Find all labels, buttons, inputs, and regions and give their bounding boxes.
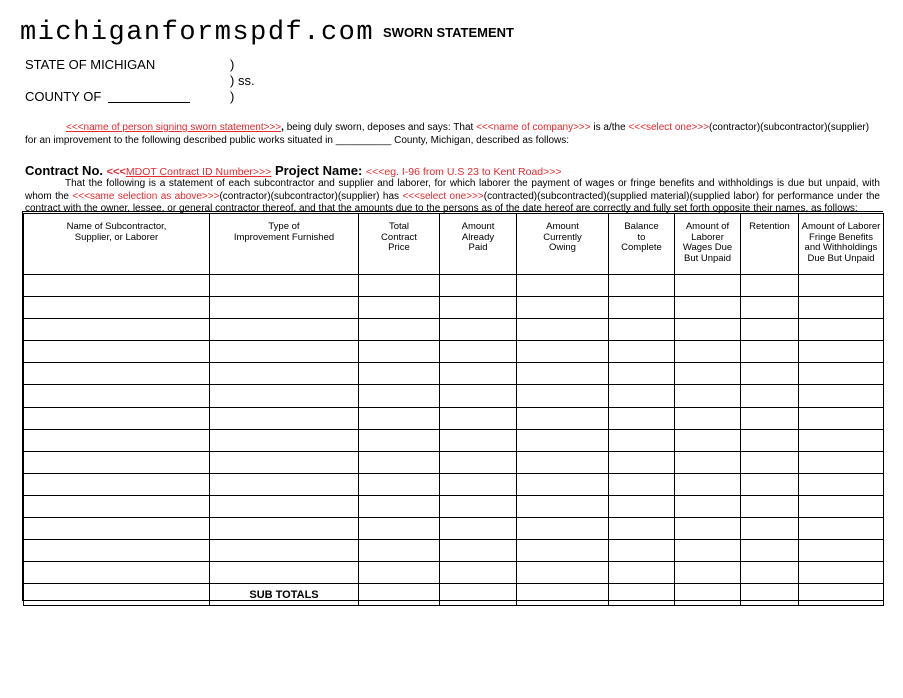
table-cell[interactable]	[24, 518, 210, 540]
column-header: Amount Currently Owing	[517, 214, 609, 275]
column-header: Amount Already Paid	[440, 214, 517, 275]
table-cell[interactable]	[24, 319, 210, 341]
ss-label: ) ss.	[230, 73, 255, 88]
table-cell[interactable]	[517, 473, 609, 495]
table-cell[interactable]	[210, 319, 359, 341]
column-header: Amount of Laborer Fringe Benefits and Withholdings Due But Unpaid	[799, 214, 884, 275]
table-cell[interactable]	[24, 363, 210, 385]
same-selection-field[interactable]: <<<same selection as above>>>	[72, 190, 220, 202]
table-cell[interactable]	[210, 363, 359, 385]
table-cell[interactable]	[440, 495, 517, 517]
table-cell[interactable]	[799, 341, 884, 363]
table-cell[interactable]	[210, 540, 359, 562]
table-cell[interactable]	[517, 429, 609, 451]
table-cell[interactable]	[440, 562, 517, 584]
table-cell[interactable]	[799, 473, 884, 495]
subtotal-cell[interactable]	[517, 584, 609, 606]
table-cell[interactable]	[24, 341, 210, 363]
table-cell[interactable]	[359, 363, 440, 385]
table-cell[interactable]	[210, 297, 359, 319]
county-label: COUNTY OF	[25, 89, 102, 104]
table-cell[interactable]	[675, 319, 741, 341]
table-header-row	[24, 214, 884, 275]
statement-text: (contractor)(subcontractor)(supplier) has	[219, 190, 403, 202]
table-cell[interactable]	[741, 540, 799, 562]
table-cell[interactable]	[609, 297, 675, 319]
table-cell[interactable]	[359, 473, 440, 495]
column-header: Name of Subcontractor, Supplier, or Laborer	[24, 214, 210, 275]
table-cell[interactable]	[440, 518, 517, 540]
contract-id-field[interactable]: MDOT Contract ID Number>>>	[125, 166, 272, 178]
table-cell[interactable]	[210, 518, 359, 540]
subtotal-cell	[24, 584, 210, 606]
county-line	[25, 89, 190, 104]
column-header: Balance to Complete	[609, 214, 675, 275]
table-cell[interactable]	[359, 540, 440, 562]
table-row	[24, 540, 884, 562]
table-cell[interactable]	[359, 451, 440, 473]
table-cell[interactable]	[359, 319, 440, 341]
table-row	[24, 275, 884, 297]
contract-no-label: Contract No.	[25, 163, 103, 178]
table-row	[24, 363, 884, 385]
table-cell[interactable]	[517, 495, 609, 517]
table-cell[interactable]	[609, 407, 675, 429]
sworn-statement-table	[23, 213, 884, 606]
table-cell[interactable]	[517, 518, 609, 540]
table-cell[interactable]	[517, 363, 609, 385]
table-cell[interactable]	[210, 275, 359, 297]
role-options-text: (contractor)(subcontractor)(supplier)	[709, 122, 870, 133]
affidavit-line-1	[66, 122, 869, 133]
column-header: Amount of Laborer Wages Due But Unpaid	[675, 214, 741, 275]
affidavit-line-2: for an improvement to the following described public works situated in __________ County, Michigan, described as follows:	[25, 135, 570, 146]
subtotal-label: SUB TOTALS	[210, 584, 359, 606]
table-cell[interactable]	[799, 407, 884, 429]
table-cell[interactable]	[609, 540, 675, 562]
table-cell[interactable]	[24, 451, 210, 473]
table-cell[interactable]	[675, 518, 741, 540]
table-cell[interactable]	[24, 275, 210, 297]
table-cell[interactable]	[741, 275, 799, 297]
table-cell[interactable]	[609, 363, 675, 385]
table-cell[interactable]	[609, 562, 675, 584]
table-cell[interactable]	[741, 385, 799, 407]
table-cell[interactable]	[675, 495, 741, 517]
table-row	[24, 407, 884, 429]
table-cell[interactable]	[359, 429, 440, 451]
state-label: STATE OF MICHIGAN	[25, 57, 156, 72]
table-cell[interactable]	[24, 562, 210, 584]
table-cell[interactable]	[440, 385, 517, 407]
affidavit-text: is a/the	[590, 122, 629, 133]
table-row	[24, 385, 884, 407]
table-cell[interactable]	[799, 518, 884, 540]
table-cell[interactable]	[741, 495, 799, 517]
paren: )	[230, 57, 235, 72]
table-cell[interactable]	[799, 495, 884, 517]
person-name-field[interactable]: <<<name of person signing sworn statement>>>	[66, 122, 282, 133]
table-cell[interactable]	[440, 407, 517, 429]
table-cell[interactable]	[24, 407, 210, 429]
table-cell[interactable]	[440, 473, 517, 495]
table-cell[interactable]	[741, 297, 799, 319]
statement-text: (contracted)(subcontracted)(supplied material)(supplied labor) for performance under the contract with the owner, lessee, or general contractor thereof, and that the amounts due to the persons as of the date hereof are correctly and fully set forth opposite their names, as follows:	[25, 190, 880, 214]
table-cell[interactable]	[517, 341, 609, 363]
subtotal-cell[interactable]	[359, 584, 440, 606]
table-cell[interactable]	[440, 275, 517, 297]
table-cell[interactable]	[609, 429, 675, 451]
subtotal-cell[interactable]	[675, 584, 741, 606]
site-watermark: michiganformspdf.com	[20, 18, 375, 48]
table-cell[interactable]	[210, 451, 359, 473]
table-row	[24, 495, 884, 517]
column-header: Retention	[741, 214, 799, 275]
table-cell[interactable]	[210, 429, 359, 451]
table-row	[24, 341, 884, 363]
subtotal-row	[24, 584, 884, 606]
subtotal-cell[interactable]	[741, 584, 799, 606]
table-cell[interactable]	[609, 473, 675, 495]
table-cell[interactable]	[799, 385, 884, 407]
relationship-select-field[interactable]: <<<select one>>>	[402, 190, 484, 202]
table-row	[24, 429, 884, 451]
table-cell[interactable]	[359, 297, 440, 319]
table-cell[interactable]	[210, 473, 359, 495]
table-cell[interactable]	[210, 495, 359, 517]
table-cell[interactable]	[440, 451, 517, 473]
subtotal-cell[interactable]	[440, 584, 517, 606]
table-cell[interactable]	[675, 473, 741, 495]
table-cell[interactable]	[517, 540, 609, 562]
subtotal-cell[interactable]	[799, 584, 884, 606]
table-cell[interactable]	[609, 385, 675, 407]
table-cell[interactable]	[359, 275, 440, 297]
company-name-field[interactable]: <<<name of company>>>	[476, 122, 591, 133]
table-cell[interactable]	[741, 363, 799, 385]
table-cell[interactable]	[517, 385, 609, 407]
contract-line	[25, 163, 562, 178]
table-cell[interactable]	[440, 341, 517, 363]
table-cell[interactable]	[799, 363, 884, 385]
document-title: SWORN STATEMENT	[383, 25, 514, 40]
table-cell[interactable]	[799, 562, 884, 584]
table-cell[interactable]	[440, 363, 517, 385]
table-row	[24, 473, 884, 495]
table-cell[interactable]	[210, 341, 359, 363]
table-cell[interactable]	[675, 407, 741, 429]
affidavit-text: being duly sworn, deposes and says: That	[283, 122, 477, 133]
table-cell[interactable]	[675, 429, 741, 451]
table-cell[interactable]	[210, 562, 359, 584]
statement-text: That the following is a statement of each subcontractor and supplier and laborer, for which laborer the payment of wages or fringe benefits and withholdings is due but unpaid, with whom the	[25, 178, 880, 202]
table-cell[interactable]	[440, 429, 517, 451]
table-cell[interactable]	[359, 385, 440, 407]
table-cell[interactable]	[609, 341, 675, 363]
table-cell[interactable]	[517, 407, 609, 429]
table-cell[interactable]	[609, 275, 675, 297]
county-blank[interactable]	[108, 102, 190, 103]
table-cell[interactable]	[675, 451, 741, 473]
comma: ,	[281, 122, 284, 133]
paren: )	[230, 89, 235, 104]
table-cell[interactable]	[741, 319, 799, 341]
table-cell[interactable]	[675, 540, 741, 562]
role-select-field[interactable]: <<<select one>>>	[628, 122, 710, 133]
table-cell[interactable]	[517, 562, 609, 584]
table-cell[interactable]	[799, 319, 884, 341]
table-cell[interactable]	[799, 451, 884, 473]
table-cell[interactable]	[24, 385, 210, 407]
table-cell[interactable]	[517, 451, 609, 473]
table-cell[interactable]	[741, 451, 799, 473]
table-cell[interactable]	[24, 540, 210, 562]
table-cell[interactable]	[24, 495, 210, 517]
table-cell[interactable]	[799, 297, 884, 319]
subtotal-cell[interactable]	[609, 584, 675, 606]
column-header: Type of Improvement Furnished	[210, 214, 359, 275]
table-cell[interactable]	[609, 518, 675, 540]
table-cell[interactable]	[799, 275, 884, 297]
table-cell[interactable]	[675, 363, 741, 385]
table-cell[interactable]	[210, 407, 359, 429]
table-cell[interactable]	[609, 319, 675, 341]
table-cell[interactable]	[359, 341, 440, 363]
table-row	[24, 451, 884, 473]
table-cell[interactable]	[24, 297, 210, 319]
table-row	[24, 562, 884, 584]
table-cell[interactable]	[517, 275, 609, 297]
table-cell[interactable]	[24, 473, 210, 495]
table-cell[interactable]	[799, 540, 884, 562]
table-cell[interactable]	[741, 562, 799, 584]
table-cell[interactable]	[741, 518, 799, 540]
table-cell[interactable]	[359, 407, 440, 429]
table-cell[interactable]	[675, 562, 741, 584]
table-cell[interactable]	[517, 319, 609, 341]
table-cell[interactable]	[359, 562, 440, 584]
table-cell[interactable]	[210, 385, 359, 407]
table-cell[interactable]	[741, 473, 799, 495]
statement-paragraph	[25, 178, 880, 216]
table-cell[interactable]	[24, 429, 210, 451]
table-cell[interactable]	[440, 297, 517, 319]
table-cell[interactable]	[359, 495, 440, 517]
project-name-field[interactable]: <<<eg. I-96 from U.S 23 to Kent Road>>>	[365, 166, 562, 178]
table-cell[interactable]	[675, 385, 741, 407]
table-cell[interactable]	[741, 407, 799, 429]
column-header: Total Contract Price	[359, 214, 440, 275]
table-cell[interactable]	[517, 297, 609, 319]
table-cell[interactable]	[675, 297, 741, 319]
table-cell[interactable]	[675, 275, 741, 297]
table-cell[interactable]	[675, 341, 741, 363]
project-name-label: Project Name:	[274, 163, 363, 178]
table-cell[interactable]	[609, 451, 675, 473]
table-cell[interactable]	[359, 518, 440, 540]
table-cell[interactable]	[609, 495, 675, 517]
table-cell[interactable]	[741, 341, 799, 363]
table-row	[24, 297, 884, 319]
table-row	[24, 319, 884, 341]
table-row	[24, 518, 884, 540]
table-cell[interactable]	[440, 540, 517, 562]
table-cell[interactable]	[440, 319, 517, 341]
table-cell[interactable]	[799, 429, 884, 451]
table-cell[interactable]	[741, 429, 799, 451]
arrows: <<<	[106, 166, 126, 178]
